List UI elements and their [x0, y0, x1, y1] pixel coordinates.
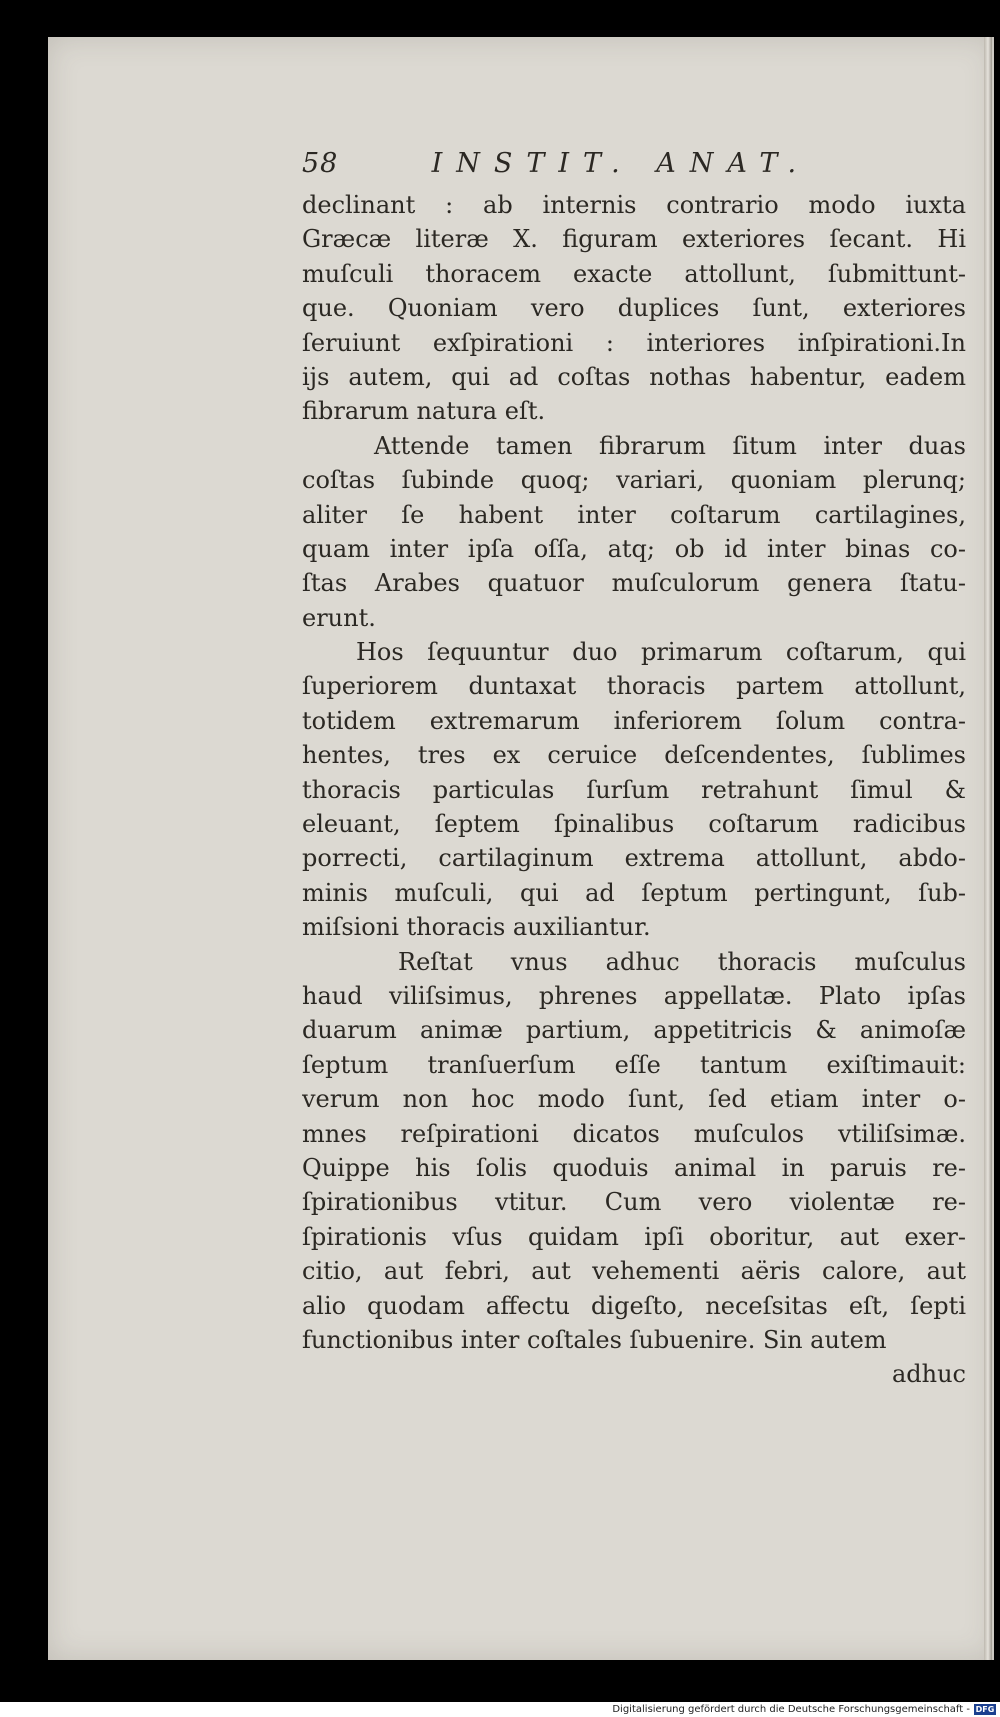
text-line: miſsioni thoracis auxiliantur. [302, 913, 651, 942]
text-line: mnes reſpirationi dicatos muſculos vtiliſsimæ. [302, 1119, 966, 1148]
dfg-logo: DFG [975, 1705, 995, 1714]
text-line: quam inter ipſa oſſa, atq; ob id inter binas co- [302, 534, 966, 563]
text-line: eleuant, ſeptem ſpinalibus coſtarum radicibus [302, 810, 966, 839]
text-line: functionibus inter coſtales ſubuenire. Sin autem [302, 1325, 887, 1354]
catchword: adhuc [891, 1360, 966, 1389]
text-line: ſuperiorem duntaxat thoracis partem attollunt, [302, 672, 966, 701]
text-line: fibrarum natura eſt. [302, 397, 546, 426]
text-line: ſtas Arabes quatuor muſculorum genera ſtatu- [302, 569, 966, 598]
text-line: alio quodam affectu digeſto, neceſsitas eſt, ſepti [302, 1291, 966, 1320]
running-head [302, 148, 966, 188]
text-line: ſpirationibus vtitur. Cum vero violentæ re- [302, 1188, 966, 1217]
footer-credit: Digitalisierung gefördert durch die Deutsche Forschungsgemeinschaft - [612, 1704, 970, 1715]
scan-bottom-band [0, 1664, 1000, 1702]
text-line: aliter ſe habent inter coſtarum cartilagines, [302, 500, 966, 529]
page-number: 58 [302, 148, 339, 179]
text-line: ijs autem, qui ad coſtas nothas habentur, eadem [302, 362, 966, 391]
text-line: coſtas ſubinde quoq; variari, quoniam plerunq; [302, 466, 966, 495]
text-line: duarum animæ partium, appetitricis & animoſæ [302, 1016, 966, 1045]
text-line: ſeruiunt exſpirationi : interiores inſpirationi.In [302, 328, 966, 357]
text-line: ſeptum tranſuerſum eſſe tantum exiſtimauit: [302, 1050, 966, 1079]
text-line: Græcæ literæ X. figuram exteriores ſecant. Hi [302, 225, 966, 254]
text-line: porrecti, cartilaginum extrema attollunt, abdo- [302, 844, 966, 873]
text-line: thoracis particulas ſurſum retrahunt ſimul & [302, 775, 966, 804]
text-line: erunt. [302, 603, 376, 632]
text-line: ſpirationis vſus quidam ipſi oboritur, aut exer- [302, 1222, 966, 1251]
text-line: haud viliſsimus, phrenes appellatæ. Plato ipſas [302, 981, 966, 1010]
text-line: totidem extremarum inferiorem ſolum contra- [302, 706, 966, 735]
text-line: muſculi thoracem exacte attollunt, ſubmittunt- [302, 259, 966, 288]
text-line: Reſtat vnus adhuc thoracis muſculus [398, 947, 966, 976]
running-title: INSTIT. ANAT. [431, 148, 811, 179]
footer-bar [0, 1702, 1000, 1717]
page-edge [984, 37, 992, 1660]
text-line: declinant : ab internis contrario modo iuxta [302, 191, 966, 219]
text-line: minis muſculi, qui ad ſeptum pertingunt, ſub- [302, 878, 966, 907]
text-block [302, 148, 966, 1391]
text-line: Hos ſequuntur duo primarum coſtarum, qui [356, 638, 966, 667]
text-line: verum non hoc modo ſunt, ſed etiam inter o- [302, 1085, 966, 1114]
text-line: que. Quoniam vero duplices ſunt, exteriores [302, 294, 966, 323]
text-line: Attende tamen fibrarum ſitum inter duas [374, 431, 966, 460]
text-line: Quippe his ſolis quoduis animal in paruis re- [302, 1153, 966, 1182]
text-line: hentes, tres ex ceruice deſcendentes, ſublimes [302, 741, 966, 770]
body-text [302, 188, 966, 1357]
text-line: citio, aut febri, aut vehementi aëris calore, aut [302, 1257, 966, 1286]
